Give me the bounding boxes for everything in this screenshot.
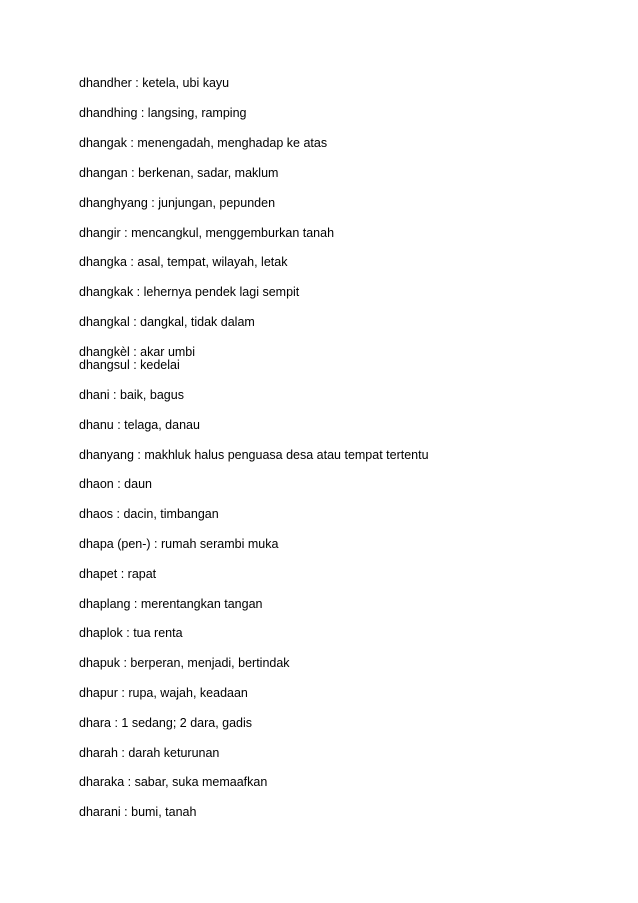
dictionary-entry: dhani : baik, bagus [79,388,184,402]
dictionary-entry: dhangir : mencangkul, menggemburkan tanah [79,226,335,240]
dictionary-entry: dhandhing : langsing, ramping [79,106,247,120]
dictionary-entry: dhapur : rupa, wajah, keadaan [79,686,248,700]
dictionary-entry: dhangak : menengadah, menghadap ke atas [79,136,328,150]
dictionary-entry: dhanu : telaga, danau [79,418,200,432]
dictionary-entry: dhandher : ketela, ubi kayu [79,76,230,90]
dictionary-entry: dhanghyang : junjungan, pepunden [79,196,276,210]
dictionary-entry: dhapuk : berperan, menjadi, bertindak [79,656,290,670]
dictionary-entry: dhaplok : tua renta [79,626,183,640]
dictionary-entry: dharaka : sabar, suka memaafkan [79,775,268,789]
dictionary-entry: dhangan : berkenan, sadar, maklum [79,166,279,180]
dictionary-entry: dhangka : asal, tempat, wilayah, letak [79,255,288,269]
dictionary-entry: dhangkèl : akar umbi [79,345,196,359]
dictionary-entry: dharah : darah keturunan [79,746,220,760]
dictionary-entry: dhapet : rapat [79,567,157,581]
dictionary-entry: dhaon : daun [79,477,152,491]
dictionary-entry: dhapa (pen-) : rumah serambi muka [79,537,279,551]
dictionary-entry: dhangkak : lehernya pendek lagi sempit [79,285,300,299]
dictionary-entry: dhaplang : merentangkan tangan [79,597,263,611]
dictionary-entry: dharani : bumi, tanah [79,805,197,819]
dictionary-entry: dhaos : dacin, timbangan [79,507,219,521]
dictionary-entry: dhangsul : kedelai [79,358,180,372]
dictionary-entry: dhanyang : makhluk halus penguasa desa atau tempat tertentu [79,448,429,462]
dictionary-entry: dhangkal : dangkal, tidak dalam [79,315,255,329]
dictionary-entry: dhara : 1 sedang; 2 dara, gadis [79,716,253,730]
